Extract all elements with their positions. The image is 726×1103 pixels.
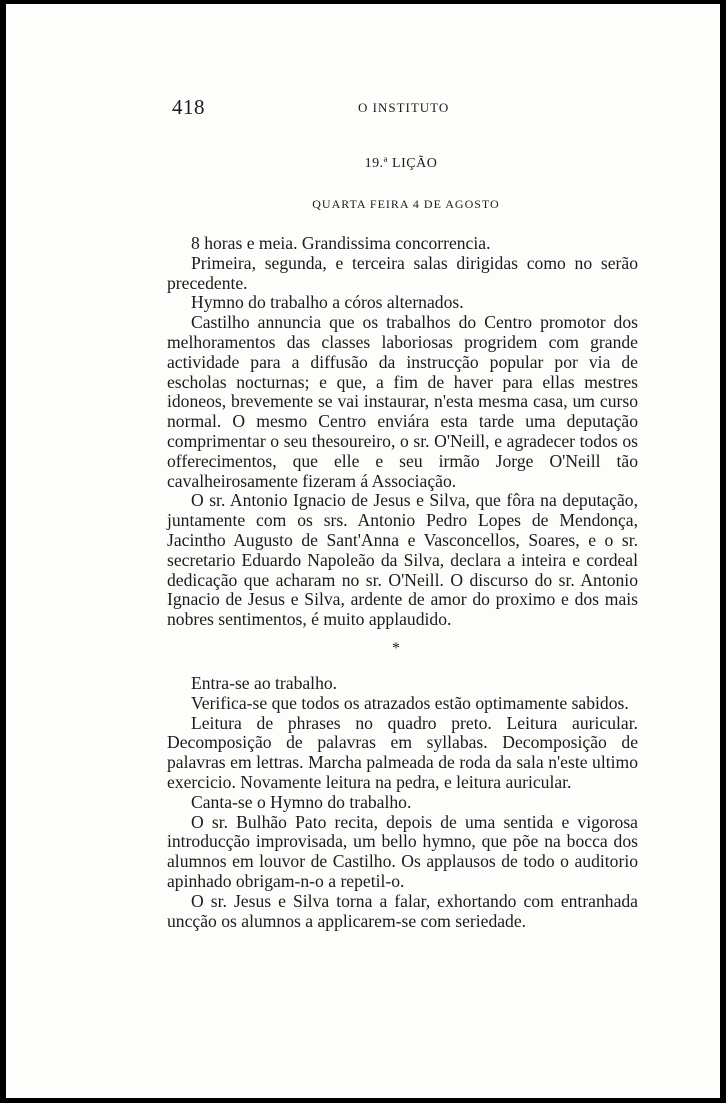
- paragraph: Verifica-se que todos os atrazados estão optimamente sabidos.: [191, 692, 629, 713]
- running-title: O INSTITUTO: [358, 100, 450, 115]
- paragraph: Canta-se o Hymno do trabalho.: [191, 791, 412, 812]
- paragraph: O sr. Bulhão Pato recita, depois de uma sentida e vigorosa introducção improvisada, um bello hymno, que põe na bocca dos alumnos em louvor de Castilho. Os applausos de todo o auditorio apinhado obrigam-n-o a repetil-o.: [167, 811, 638, 891]
- section-one: [167, 234, 638, 630]
- section-two: [167, 674, 638, 931]
- lesson-title: 19.ª LIÇÃO: [364, 156, 438, 171]
- paragraph: Primeira, segunda, e terceira salas dirigidas como no serão precedente.: [167, 252, 638, 293]
- paragraph: Entra-se ao trabalho.: [191, 673, 338, 693]
- paragraph: 8 horas e meia. Grandissima concorrencia.: [191, 233, 491, 253]
- paragraph: Hymno do trabalho a córos alternados.: [191, 292, 464, 313]
- book-page: [6, 4, 720, 1098]
- section-divider: *: [392, 640, 400, 657]
- paragraph: O sr. Antonio Ignacio de Jesus e Silva, que fôra na deputação, juntamente com os srs. Antonio Pedro Lopes de Mendonça, Jacintho Augusto de Sant'Anna e Vasconcellos, Soares, e o sr. secretario Eduardo Napoleão da Silva, declara a inteira e cordeal dedicação que acharam no sr. O'Neill. O discurso do sr. Antonio Ignacio de Jesus e Silva, ardente de amor do proximo e dos mais nobres sentimentos, é muito applaudido.: [167, 490, 638, 630]
- page-number: 418: [172, 95, 205, 119]
- lesson-date: QUARTA FEIRA 4 DE AGOSTO: [312, 197, 500, 211]
- paragraph: Leitura de phrases no quadro preto. Leitura auricular. Decomposição de palavras em syllabas. Decomposição de palavras em lettras. Marcha palmeada de roda da sala n'este ultimo exercicio. Novamente leitura na pedra, e leitura auricular.: [167, 712, 638, 792]
- paragraph: O sr. Jesus e Silva torna a falar, exhortando com entranhada uncção os alumnos a applicarem-se com seriedade.: [167, 890, 638, 931]
- paragraph: Castilho annuncia que os trabalhos do Centro promotor dos melhoramentos das classes laboriosas progridem com grande actividade para a diffusão da instrucção popular por via de escholas nocturnas; e que, a fim de haver para ellas mestres idoneos, brevemente se vai instaurar, n'esta mesma casa, um curso normal. O mesmo Centro enviára esta tarde uma deputação comprimentar o seu thesoureiro, o sr. O'Neill, e agradecer todos os offerecimentos, que elle e seu irmão Jorge O'Neill tão cavalheirosamente fizeram á Associação.: [167, 312, 638, 491]
